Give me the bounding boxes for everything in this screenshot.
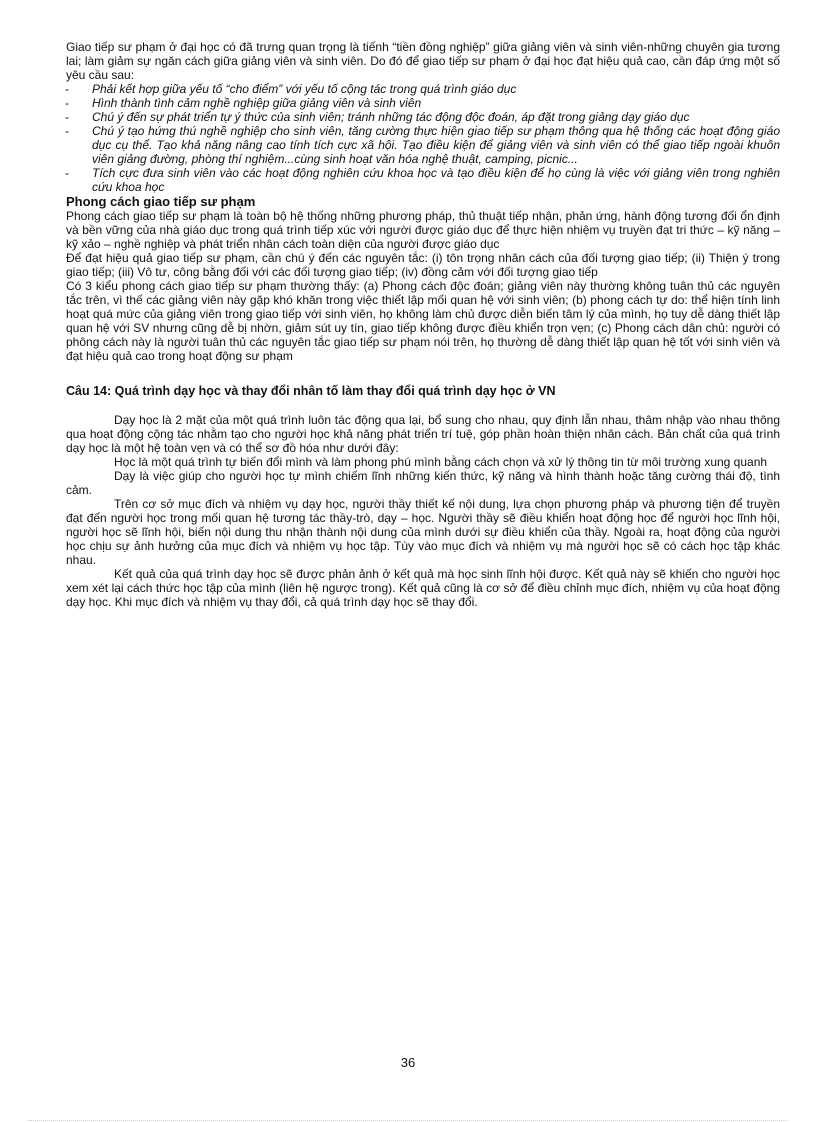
footer-divider: [28, 1120, 788, 1121]
section-heading: Phong cách giao tiếp sư phạm: [66, 194, 256, 209]
intro-paragraph: Giao tiếp sư phạm ở đại học có đã trưng quan trọng là tiếnh “tiền đồng nghiệp” giữa giảng viên và sinh viên-những chuyên gia tương lai; làm giảm sự ngăn cách giữa giảng viên và sinh viên. Do đó để giao tiếp sư phạm ở đại học đạt hiệu quả cao, cần đáp ứng một số yêu cầu sau:: [66, 40, 780, 82]
style-paragraph: Để đạt hiệu quả giao tiếp sư phạm, cần chú ý đến các nguyên tắc: (i) tôn trọng nhân cách của đối tượng giao tiếp; (ii) Thiện ý trong giao tiếp; (iii) Vô tư, công bằng đối với các đối tượng giao tiếp; (iv) đồng cảm với đối tượng giao tiếp: [66, 251, 780, 279]
list-item: - Hình thành tình cảm nghề nghiệp giữa giảng viên và sinh viên: [66, 96, 780, 110]
list-item: - Phải kết hợp giữa yếu tố “cho điểm” với yếu tố cộng tác trong quá trình giáo dục: [66, 82, 780, 96]
page-number: 36: [400, 1055, 416, 1070]
document-page: [66, 40, 780, 609]
question-paragraph: Kết quả của quá trình dạy học sẽ được phản ảnh ở kết quả mà học sinh lĩnh hội được. Kết quả này sẽ khiến cho người học xem xét lại cách thức học tập của mình (liên hệ ngược trong). Kết quả cũng là cơ sở để điều chỉnh mục đích, nhiệm vụ của hoạt động dạy học. Khi mục đích và nhiệm vụ thay đổi, cả quá trình dạy học sẽ thay đổi.: [66, 567, 780, 609]
list-item: - Chú ý đến sự phát triển tự ý thức của sinh viên; tránh những tác động độc đoán, áp đặt trong giảng dạy giáo dục: [66, 110, 780, 124]
requirements-list: [66, 82, 780, 194]
list-item: - Tích cực đưa sinh viên vào các hoạt động nghiên cứu khoa học và tạo điều kiện để họ cùng là việc với giảng viên trong nghiên cứu khoa học: [66, 166, 780, 194]
question-paragraph: Học là một quá trình tự biến đổi mình và làm phong phú mình bằng cách chọn và xử lý thông tin từ môi trường xung quanh: [114, 455, 768, 469]
question-paragraph: Dạy là việc giúp cho người học tự mình chiếm lĩnh những kiến thức, kỹ năng và hình thành hoặc tăng cường thái độ, tình cảm.: [66, 469, 780, 497]
question-paragraph: Trên cơ sở mục đích và nhiệm vụ dạy học, người thầy thiết kế nội dung, lựa chọn phương pháp và phương tiện để truyền đạt đến người học trong mối quan hệ tương tác thầy-trò, dạy – học. Người thầy sẽ điều khiển hoạt động học để người học lĩnh hội, người học sẽ lĩnh hội, biến nội dung thu nhận thành nội dung của mình dưới sự điều khiển của thầy. Ngoài ra, hoạt động của người học chịu sự ảnh hưởng của mục đích và nhiệm vụ học tập. Tùy vào mục đích và nhiệm vụ mà người học sẽ có cách học tập khác nhau.: [66, 497, 780, 567]
question-heading: Câu 14: Quá trình dạy học và thay đổi nhân tố làm thay đổi quá trình dạy học ở VN: [66, 384, 556, 398]
question-paragraph: Dạy học là 2 mặt của một quá trình luôn tác động qua lại, bổ sung cho nhau, quy định lẫn nhau, thâm nhập vào nhau thông qua hoạt động cộng tác nhằm tạo cho người học khả năng phát triển trí tuệ, góp phần hoàn thiện nhân cách. Bản chất của quá trình dạy học là một hệ toàn vẹn và có thể sơ đồ hóa như dưới đây:: [66, 413, 780, 455]
style-paragraph: Phong cách giao tiếp sư phạm là toàn bộ hệ thống những phương pháp, thủ thuật tiếp nhận, phản ứng, hành động tương đối ổn định và bền vững của nhà giáo dục trong quá trình tiếp xúc với người được giáo dục để thực hiện nhiệm vụ truyền đạt tri thức – kỹ năng – kỹ xảo – nghề nghiệp và phát triển nhân cách toàn diện của người được giáo dục: [66, 209, 780, 251]
list-item: - Chú ý tạo hứng thú nghề nghiệp cho sinh viên, tăng cường thực hiện giao tiếp sư phạm thông qua hệ thống các hoạt động giáo dục cụ thể. Tạo khả năng nâng cao tính tích cực xã hội. Tạo điều kiện để giảng viên và sinh viên có thể giao tiếp ngoài khuôn viên giảng đường, phòng thí nghiệm...cùng sinh hoạt văn hóa nghệ thuật, camping, picnic...: [66, 124, 780, 166]
style-paragraph: Có 3 kiểu phong cách giao tiếp sư phạm thường thấy: (a) Phong cách độc đoán; giảng viên này thường không tuân thủ các nguyên tắc trên, vì thế các giảng viên này gặp khó khăn trong việc thiết lập mối quan hệ với sinh viên; (b) phong cách tự do: thể hiện tính linh hoạt quá mức của giảng viên trong giao tiếp với sinh viên, họ không làm chủ được diễn biến tâm lý của mình, họ tuy dễ dàng thiết lập quan hệ với SV nhưng cũng dễ bị nhờn, giảm sút uy tín, giao tiếp không được điều khiển trọn vẹn; (c) Phong cách dân chủ: người có phông cách này là người tuân thủ các nguyên tắc giao tiếp sư phạm nói trên, họ thường dễ dàng thiết lập quan hệ tốt với sinh viên và đạt hiệu quả cao trong hoạt động sư phạm: [66, 279, 780, 363]
